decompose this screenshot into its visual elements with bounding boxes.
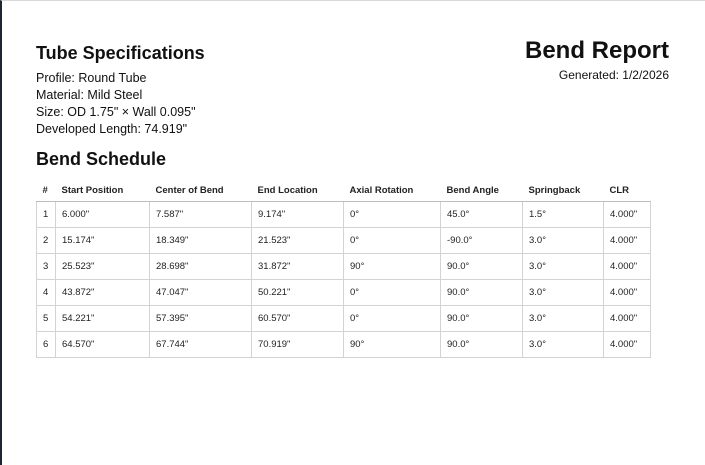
- col-header-end-location: End Location: [252, 179, 344, 202]
- cell-start-position: 43.872": [56, 280, 150, 306]
- table-row: [37, 306, 651, 332]
- cell-number: 1: [37, 202, 56, 228]
- cell-clr: 4.000": [604, 202, 651, 228]
- spec-material: Material: Mild Steel: [36, 88, 143, 102]
- table-row: [37, 254, 651, 280]
- col-header-springback: Springback: [523, 179, 604, 202]
- table-row: [37, 228, 651, 254]
- table-row: [37, 332, 651, 358]
- cell-end-location: 9.174": [252, 202, 344, 228]
- spec-profile: Profile: Round Tube: [36, 71, 147, 85]
- cell-start-position: 64.570": [56, 332, 150, 358]
- cell-bend-angle: 90.0°: [441, 332, 523, 358]
- spec-size: Size: OD 1.75" × Wall 0.095": [36, 105, 196, 119]
- cell-center-of-bend: 7.587": [150, 202, 252, 228]
- cell-center-of-bend: 28.698": [150, 254, 252, 280]
- cell-axial-rotation: 0°: [344, 228, 441, 254]
- cell-springback: 3.0°: [523, 306, 604, 332]
- cell-axial-rotation: 0°: [344, 202, 441, 228]
- col-header-number: #: [37, 179, 56, 202]
- cell-start-position: 25.523": [56, 254, 150, 280]
- cell-clr: 4.000": [604, 254, 651, 280]
- cell-springback: 3.0°: [523, 254, 604, 280]
- cell-end-location: 70.919": [252, 332, 344, 358]
- col-header-center-of-bend: Center of Bend: [150, 179, 252, 202]
- cell-number: 3: [37, 254, 56, 280]
- cell-start-position: 6.000": [56, 202, 150, 228]
- cell-end-location: 31.872": [252, 254, 344, 280]
- schedule-title: Bend Schedule: [36, 149, 167, 169]
- cell-bend-angle: 90.0°: [441, 280, 523, 306]
- bend-schedule-table: [36, 179, 651, 358]
- cell-bend-angle: 45.0°: [441, 202, 523, 228]
- cell-springback: 3.0°: [523, 332, 604, 358]
- cell-clr: 4.000": [604, 280, 651, 306]
- cell-springback: 1.5°: [523, 202, 604, 228]
- cell-axial-rotation: 90°: [344, 332, 441, 358]
- cell-start-position: 15.174": [56, 228, 150, 254]
- cell-center-of-bend: 57.395": [150, 306, 252, 332]
- specs-title: Tube Specifications: [36, 43, 205, 63]
- cell-springback: 3.0°: [523, 280, 604, 306]
- report-header: [525, 37, 669, 82]
- cell-end-location: 21.523": [252, 228, 344, 254]
- cell-center-of-bend: 18.349": [150, 228, 252, 254]
- cell-center-of-bend: 47.047": [150, 280, 252, 306]
- cell-end-location: 50.221": [252, 280, 344, 306]
- table-row: [37, 202, 651, 228]
- tube-specifications: [36, 43, 205, 138]
- col-header-axial-rotation: Axial Rotation: [344, 179, 441, 202]
- cell-springback: 3.0°: [523, 228, 604, 254]
- cell-center-of-bend: 67.744": [150, 332, 252, 358]
- cell-bend-angle: 90.0°: [441, 306, 523, 332]
- cell-clr: 4.000": [604, 228, 651, 254]
- cell-number: 5: [37, 306, 56, 332]
- col-header-start-position: Start Position: [56, 179, 150, 202]
- cell-clr: 4.000": [604, 332, 651, 358]
- cell-bend-angle: -90.0°: [441, 228, 523, 254]
- cell-number: 4: [37, 280, 56, 306]
- cell-number: 6: [37, 332, 56, 358]
- col-header-bend-angle: Bend Angle: [441, 179, 523, 202]
- cell-clr: 4.000": [604, 306, 651, 332]
- report-title: Bend Report: [525, 37, 669, 64]
- spec-developed-length: Developed Length: 74.919": [36, 122, 188, 136]
- cell-end-location: 60.570": [252, 306, 344, 332]
- generated-date: Generated: 1/2/2026: [558, 68, 669, 82]
- table-row: [37, 280, 651, 306]
- cell-bend-angle: 90.0°: [441, 254, 523, 280]
- cell-start-position: 54.221": [56, 306, 150, 332]
- cell-axial-rotation: 0°: [344, 306, 441, 332]
- col-header-clr: CLR: [604, 179, 651, 202]
- cell-number: 2: [37, 228, 56, 254]
- cell-axial-rotation: 0°: [344, 280, 441, 306]
- cell-axial-rotation: 90°: [344, 254, 441, 280]
- table-header-row: [37, 179, 651, 202]
